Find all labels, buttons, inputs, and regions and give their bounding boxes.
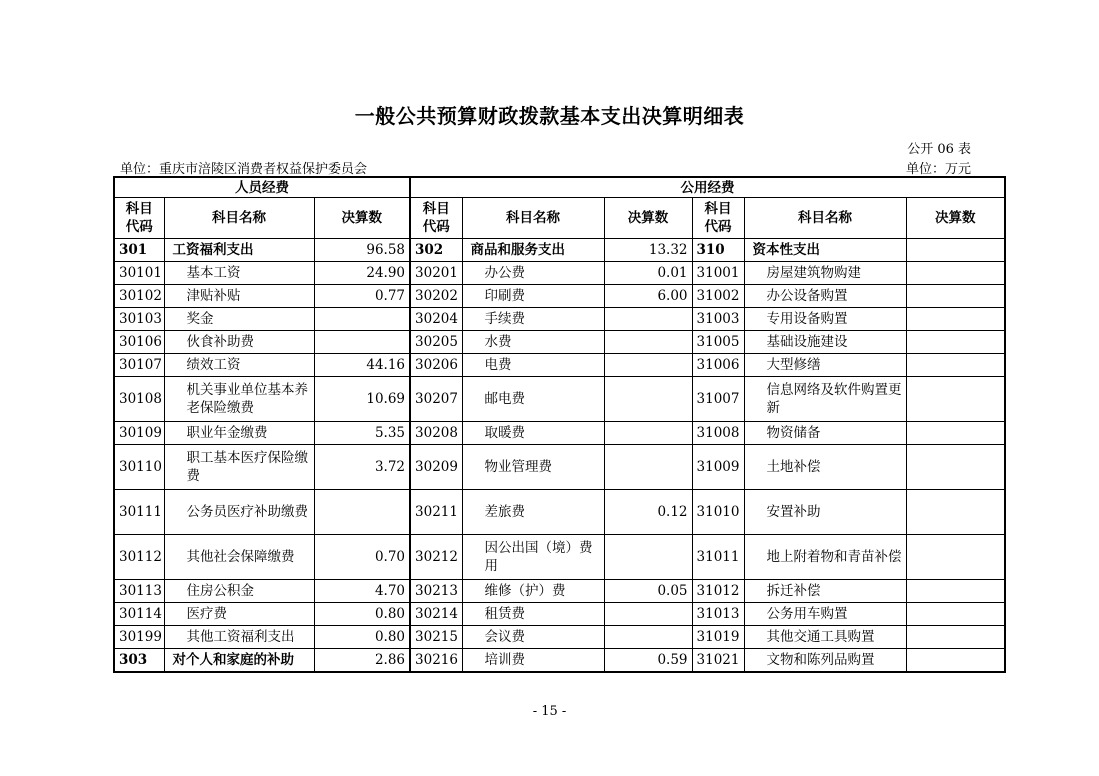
subject-name: 专用设备购置 — [744, 308, 906, 331]
subject-name: 其他工资福利支出 — [164, 626, 314, 649]
amount-value — [906, 262, 1005, 285]
form-number: 公开 06 表 — [907, 142, 971, 157]
subject-name: 物资储备 — [744, 422, 906, 445]
subject-code: 31011 — [692, 535, 744, 580]
subject-code: 30103 — [114, 308, 164, 331]
subject-name: 公务员医疗补助缴费 — [164, 490, 314, 535]
subject-code: 31005 — [692, 331, 744, 354]
subject-code: 30201 — [410, 262, 462, 285]
table-row — [114, 603, 1005, 626]
subject-name: 奖金 — [164, 308, 314, 331]
section-public: 公用经费 — [410, 177, 1005, 198]
table-row — [114, 262, 1005, 285]
subject-code: 31007 — [692, 377, 744, 422]
amount-value — [604, 603, 692, 626]
subject-code: 30107 — [114, 354, 164, 377]
subject-code: 30215 — [410, 626, 462, 649]
amount-value: 10.69 — [314, 377, 410, 422]
header-name: 科目名称 — [744, 198, 906, 239]
amount-value — [604, 422, 692, 445]
subject-code: 30113 — [114, 580, 164, 603]
subject-name: 绩效工资 — [164, 354, 314, 377]
amount-value — [604, 626, 692, 649]
table-row — [114, 308, 1005, 331]
amount-value — [906, 490, 1005, 535]
amount-value — [604, 331, 692, 354]
expenditure-table — [113, 176, 1006, 673]
table-row — [114, 649, 1005, 673]
header-amount: 决算数 — [906, 198, 1005, 239]
section-header-row — [114, 177, 1005, 198]
subject-name: 公务用车购置 — [744, 603, 906, 626]
subject-code: 30114 — [114, 603, 164, 626]
subject-code: 30106 — [114, 331, 164, 354]
subject-code: 31021 — [692, 649, 744, 673]
subject-name: 大型修缮 — [744, 354, 906, 377]
subject-name: 电费 — [462, 354, 604, 377]
amount-value — [314, 490, 410, 535]
amount-value: 13.32 — [604, 239, 692, 262]
subject-code: 30205 — [410, 331, 462, 354]
amount-value — [604, 377, 692, 422]
subject-name: 商品和服务支出 — [462, 239, 604, 262]
subject-name: 住房公积金 — [164, 580, 314, 603]
subject-code: 30208 — [410, 422, 462, 445]
amount-value — [906, 535, 1005, 580]
subject-name: 差旅费 — [462, 490, 604, 535]
subject-code: 31012 — [692, 580, 744, 603]
page-number: - 15 - — [532, 704, 567, 719]
table-row — [114, 580, 1005, 603]
subject-code: 30110 — [114, 445, 164, 490]
header-name: 科目名称 — [164, 198, 314, 239]
amount-value — [906, 377, 1005, 422]
amount-value: 0.05 — [604, 580, 692, 603]
subject-code: 30199 — [114, 626, 164, 649]
table-row — [114, 285, 1005, 308]
subject-name: 对个人和家庭的补助 — [164, 649, 314, 673]
subject-name: 拆迁补偿 — [744, 580, 906, 603]
table-row — [114, 535, 1005, 580]
subject-code: 30101 — [114, 262, 164, 285]
subject-name: 职业年金缴费 — [164, 422, 314, 445]
subject-name: 工资福利支出 — [164, 239, 314, 262]
subject-code: 302 — [410, 239, 462, 262]
subject-name: 办公设备购置 — [744, 285, 906, 308]
amount-value — [604, 308, 692, 331]
subject-code: 30207 — [410, 377, 462, 422]
header-name: 科目名称 — [462, 198, 604, 239]
subject-name: 手续费 — [462, 308, 604, 331]
amount-value — [314, 331, 410, 354]
subject-name: 租赁费 — [462, 603, 604, 626]
subject-code: 30202 — [410, 285, 462, 308]
subject-code: 30213 — [410, 580, 462, 603]
subject-code: 31002 — [692, 285, 744, 308]
subject-name: 医疗费 — [164, 603, 314, 626]
header-code: 科目代码 — [692, 198, 744, 239]
amount-value: 24.90 — [314, 262, 410, 285]
subject-name: 取暖费 — [462, 422, 604, 445]
amount-value — [906, 649, 1005, 673]
amount-value — [906, 422, 1005, 445]
currency-unit: 单位：万元 — [905, 162, 971, 177]
subject-code: 301 — [114, 239, 164, 262]
subject-name: 维修（护）费 — [462, 580, 604, 603]
subject-code: 30206 — [410, 354, 462, 377]
subject-code: 310 — [692, 239, 744, 262]
subject-code: 30108 — [114, 377, 164, 422]
subject-code: 30214 — [410, 603, 462, 626]
subject-code: 31010 — [692, 490, 744, 535]
amount-value — [906, 331, 1005, 354]
amount-value — [604, 535, 692, 580]
page-title: 一般公共预算财政拨款基本支出决算明细表 — [354, 104, 745, 128]
amount-value: 0.80 — [314, 626, 410, 649]
subject-code: 30204 — [410, 308, 462, 331]
amount-value — [906, 445, 1005, 490]
subject-name: 安置补助 — [744, 490, 906, 535]
subject-name: 水费 — [462, 331, 604, 354]
subject-name: 文物和陈列品购置 — [744, 649, 906, 673]
subject-name: 地上附着物和青苗补偿 — [744, 535, 906, 580]
amount-value — [314, 308, 410, 331]
subject-code: 303 — [114, 649, 164, 673]
amount-value — [906, 285, 1005, 308]
table-row — [114, 422, 1005, 445]
amount-value: 0.80 — [314, 603, 410, 626]
table-row — [114, 331, 1005, 354]
subject-code: 31003 — [692, 308, 744, 331]
subject-name: 职工基本医疗保险缴费 — [164, 445, 314, 490]
subject-code: 30212 — [410, 535, 462, 580]
amount-value: 44.16 — [314, 354, 410, 377]
subject-name: 会议费 — [462, 626, 604, 649]
subject-name: 因公出国（境）费用 — [462, 535, 604, 580]
amount-value: 0.77 — [314, 285, 410, 308]
section-personnel: 人员经费 — [114, 177, 410, 198]
subject-code: 31019 — [692, 626, 744, 649]
amount-value — [906, 239, 1005, 262]
subject-code: 30109 — [114, 422, 164, 445]
subject-name: 邮电费 — [462, 377, 604, 422]
subject-code: 31009 — [692, 445, 744, 490]
subject-name: 资本性支出 — [744, 239, 906, 262]
amount-value — [906, 603, 1005, 626]
subject-code: 31008 — [692, 422, 744, 445]
subject-name: 土地补偿 — [744, 445, 906, 490]
subject-name: 其他社会保障缴费 — [164, 535, 314, 580]
subject-name: 房屋建筑物购建 — [744, 262, 906, 285]
amount-value: 0.12 — [604, 490, 692, 535]
subject-code: 30111 — [114, 490, 164, 535]
amount-value: 0.70 — [314, 535, 410, 580]
subject-code: 31001 — [692, 262, 744, 285]
amount-value: 3.72 — [314, 445, 410, 490]
amount-value: 4.70 — [314, 580, 410, 603]
subject-name: 津贴补贴 — [164, 285, 314, 308]
header-amount: 决算数 — [604, 198, 692, 239]
subject-code: 30216 — [410, 649, 462, 673]
amount-value — [906, 354, 1005, 377]
subject-name: 机关事业单位基本养老保险缴费 — [164, 377, 314, 422]
organization-unit: 单位：重庆市涪陵区消费者权益保护委员会 — [120, 162, 368, 177]
subject-code: 30112 — [114, 535, 164, 580]
amount-value: 6.00 — [604, 285, 692, 308]
subject-code: 31006 — [692, 354, 744, 377]
amount-value — [906, 580, 1005, 603]
amount-value — [604, 354, 692, 377]
table-row — [114, 445, 1005, 490]
table-row — [114, 377, 1005, 422]
subject-name: 印刷费 — [462, 285, 604, 308]
subject-name: 其他交通工具购置 — [744, 626, 906, 649]
amount-value: 2.86 — [314, 649, 410, 673]
subject-code: 30211 — [410, 490, 462, 535]
subject-name: 基础设施建设 — [744, 331, 906, 354]
table-row — [114, 239, 1005, 262]
header-code: 科目代码 — [114, 198, 164, 239]
subject-code: 31013 — [692, 603, 744, 626]
subject-name: 物业管理费 — [462, 445, 604, 490]
amount-value: 96.58 — [314, 239, 410, 262]
table-row — [114, 490, 1005, 535]
column-header-row — [114, 198, 1005, 239]
header-amount: 决算数 — [314, 198, 410, 239]
amount-value: 5.35 — [314, 422, 410, 445]
amount-value: 0.59 — [604, 649, 692, 673]
subject-name: 培训费 — [462, 649, 604, 673]
subject-name: 基本工资 — [164, 262, 314, 285]
header-code: 科目代码 — [410, 198, 462, 239]
subject-code: 30102 — [114, 285, 164, 308]
subject-name: 伙食补助费 — [164, 331, 314, 354]
amount-value — [906, 308, 1005, 331]
table-row — [114, 626, 1005, 649]
table-row — [114, 354, 1005, 377]
amount-value — [604, 445, 692, 490]
amount-value — [906, 626, 1005, 649]
amount-value: 0.01 — [604, 262, 692, 285]
subject-name: 办公费 — [462, 262, 604, 285]
subject-name: 信息网络及软件购置更新 — [744, 377, 906, 422]
subject-code: 30209 — [410, 445, 462, 490]
